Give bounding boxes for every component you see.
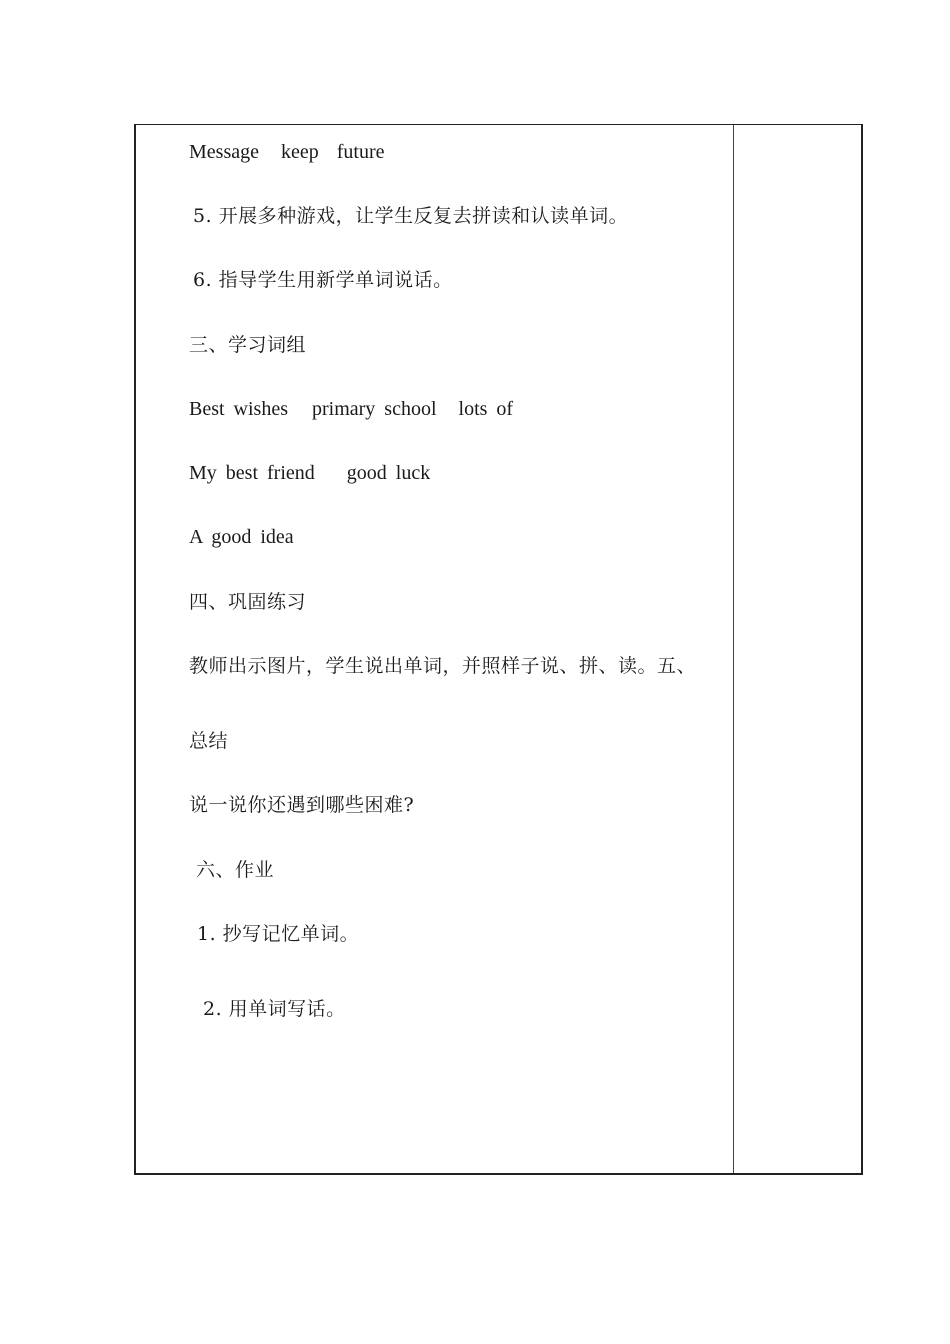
phrase-line-1 xyxy=(189,397,513,421)
word-future: future xyxy=(336,141,385,163)
lesson-plan-table xyxy=(134,124,863,1175)
section-3-heading: 三、学习词组 xyxy=(189,334,307,356)
step-6-text: 6. 指导学生用新学单词说话。 xyxy=(193,269,453,291)
homework-item-1: 1. 抄写记忆单词。 xyxy=(197,923,360,945)
summary-text: 说一说你还遇到哪些困难? xyxy=(189,794,415,816)
practice-text: 教师出示图片，学生说出单词，并照样子说、拼、读。五、 xyxy=(189,655,697,677)
section-4-heading: 四、巩固练习 xyxy=(189,591,307,613)
phrase-line-2 xyxy=(189,461,430,485)
phrase-my-best-friend: My best friend xyxy=(189,462,315,484)
phrase-lots-of: lots of xyxy=(458,398,514,420)
word-message: Message xyxy=(189,141,259,163)
phrase-primary-school: primary school xyxy=(312,398,437,420)
phrase-line-3: A good idea xyxy=(189,526,294,548)
section-5-heading: 总结 xyxy=(189,730,229,752)
phrase-good-luck: good luck xyxy=(346,462,431,484)
homework-item-2: 2. 用单词写话。 xyxy=(203,998,346,1020)
vocab-line-1 xyxy=(189,140,385,164)
step-5-text: 5. 开展多种游戏，让学生反复去拼读和认读单词。 xyxy=(193,205,629,227)
section-6-heading: 六、作业 xyxy=(196,859,275,881)
word-keep: keep xyxy=(280,141,319,163)
phrase-best-wishes: Best wishes xyxy=(189,398,288,420)
column-divider xyxy=(733,125,734,1173)
